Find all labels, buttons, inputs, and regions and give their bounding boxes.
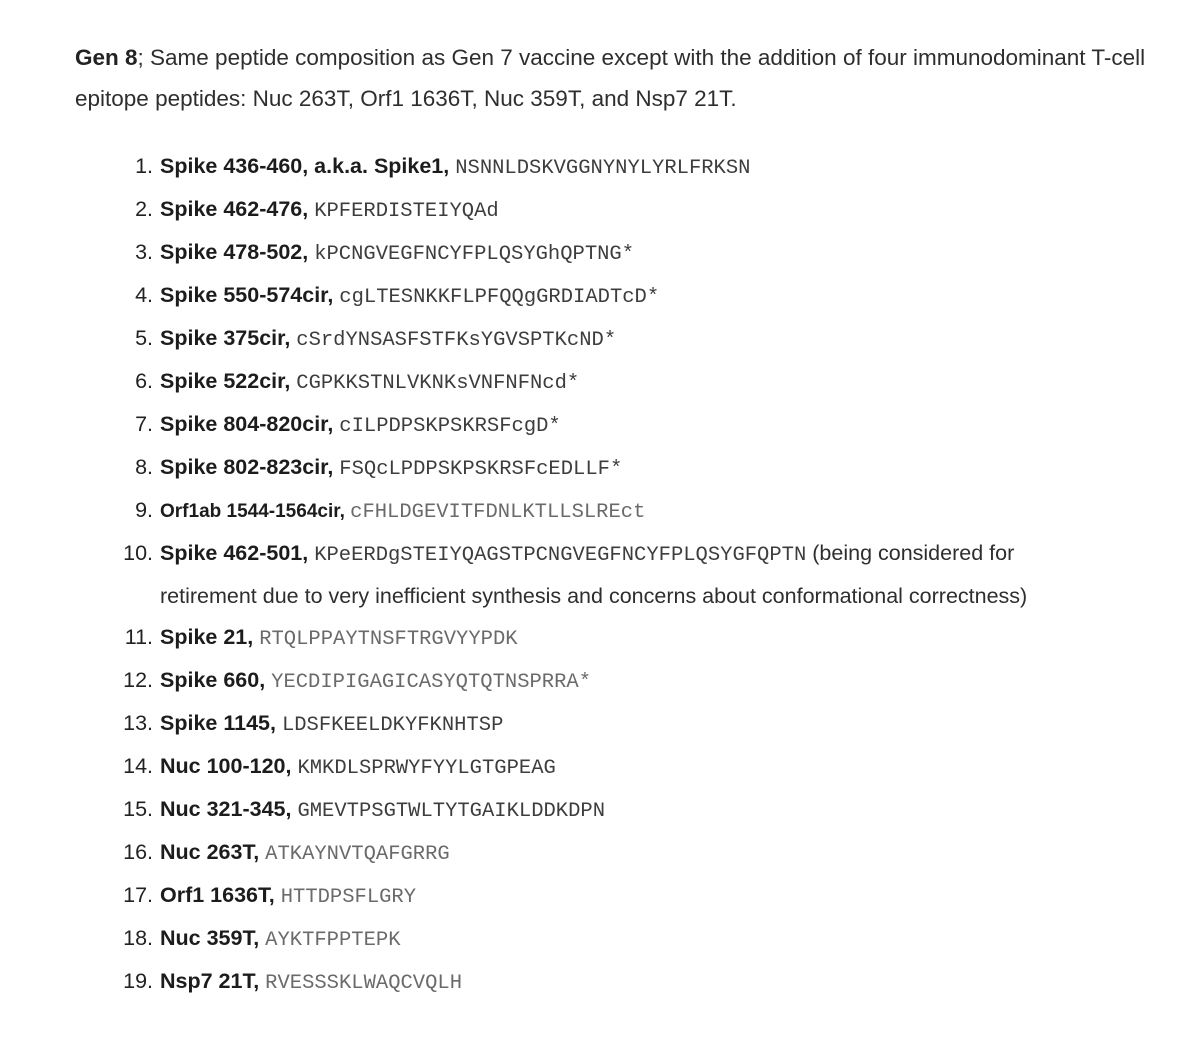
- peptide-sequence: cILPDPSKPSKRSFcgD*: [339, 415, 561, 438]
- peptide-name: Spike 462-501,: [160, 541, 315, 565]
- peptide-sequence: KPFERDISTEIYQAd: [314, 200, 499, 223]
- list-item: [0, 660, 1080, 703]
- item-number: 8.: [135, 455, 153, 479]
- list-item: [0, 617, 1080, 660]
- peptide-name: Spike 478-502,: [160, 240, 315, 264]
- peptide-sequence: LDSFKEELDKYFKNHTSP: [281, 714, 504, 737]
- peptide-name: Spike 660,: [160, 668, 272, 692]
- item-number: 15.: [123, 797, 153, 821]
- item-number: 12.: [123, 668, 153, 692]
- list-item: [0, 961, 1080, 1004]
- peptide-sequence: GMEVTPSGTWLTYTGAIKLDDKDPN: [297, 800, 606, 823]
- peptide-name: Orf1ab 1544-1564cir,: [160, 501, 351, 522]
- item-number: 18.: [123, 926, 153, 950]
- item-number: 10.: [123, 541, 153, 565]
- peptide-sequence: AYKTFPPTEPK: [265, 929, 401, 952]
- item-number: 9.: [135, 498, 153, 522]
- peptide-sequence: HTTDPSFLGRY: [280, 886, 417, 909]
- item-number: 13.: [123, 711, 153, 735]
- list-item: [0, 789, 1080, 832]
- peptide-sequence: cgLTESNKKFLPFQQgGRDIADTcD*: [339, 286, 660, 309]
- gen-label: Gen 8: [75, 45, 138, 70]
- peptide-note: (being considered for retirement due to very inefficient synthesis and concerns about conformational correctness): [160, 541, 1028, 608]
- intro-text: ; Same peptide composition as Gen 7 vaccine except with the addition of four immunodominant T-cell epitope peptides: Nuc 263T, Orf1 1636T, Nuc 359T, and Nsp7 21T.: [75, 45, 1146, 111]
- list-item: [0, 832, 1080, 875]
- list-item: [0, 361, 1080, 404]
- list-item: [0, 533, 1080, 617]
- peptide-sequence: ATKAYNVTQAFGRRG: [265, 843, 450, 866]
- list-item: [0, 189, 1080, 232]
- peptide-sequence: NSNNLDSKVGGNYNYLYRLFRKSN: [455, 157, 751, 180]
- peptide-sequence: CGPKKSTNLVKNKsVNFNFNcd*: [296, 372, 580, 395]
- peptide-name: Nuc 321-345,: [160, 797, 298, 821]
- peptide-name: Spike 804-820cir,: [160, 412, 340, 436]
- peptide-sequence: YECDIPIGAGICASYQTQTNSPRRA*: [271, 671, 592, 694]
- peptide-sequence: kPCNGVEGFNCYFPLQSYGhQPTNG*: [314, 243, 635, 266]
- peptide-sequence: RVESSSKLWAQCVQLH: [265, 972, 463, 995]
- item-number: 1.: [135, 154, 153, 178]
- peptide-name: Spike 522cir,: [160, 369, 297, 393]
- peptide-sequence: KMKDLSPRWYFYYLGTGPEAG: [297, 757, 556, 780]
- item-number: 2.: [135, 197, 153, 221]
- peptide-name: Orf1 1636T,: [160, 883, 281, 907]
- peptide-name: Nsp7 21T,: [160, 969, 266, 993]
- item-number: 16.: [123, 840, 153, 864]
- peptide-name: Spike 375cir,: [160, 326, 297, 350]
- item-number: 11.: [124, 625, 153, 649]
- peptide-name: Spike 802-823cir,: [160, 455, 340, 479]
- intro-paragraph: [75, 37, 1155, 119]
- list-item: [0, 232, 1080, 275]
- list-item: [0, 875, 1080, 918]
- item-number: 7.: [135, 412, 153, 436]
- peptide-sequence: KPeERDgSTEIYQAGSTPCNGVEGFNCYFPLQSYGFQPTN: [314, 544, 807, 567]
- peptide-name: Spike 436-460, a.k.a. Spike1,: [160, 154, 456, 178]
- item-number: 5.: [135, 326, 153, 350]
- peptide-name: Nuc 100-120,: [160, 754, 298, 778]
- peptide-sequence: cFHLDGEVITFDNLKTLLSLREct: [350, 501, 646, 524]
- list-item: [0, 918, 1080, 961]
- peptide-name: Spike 21,: [160, 625, 260, 649]
- peptide-list: [0, 146, 1200, 1004]
- list-item: [0, 490, 1080, 533]
- list-item: [0, 447, 1080, 490]
- peptide-sequence: cSrdYNSASFSTFKsYGVSPTKcND*: [296, 329, 617, 352]
- item-number: 6.: [135, 369, 153, 393]
- peptide-name: Spike 462-476,: [160, 197, 315, 221]
- peptide-name: Spike 1145,: [160, 711, 282, 735]
- item-number: 14.: [123, 754, 153, 778]
- peptide-name: Spike 550-574cir,: [160, 283, 340, 307]
- item-number: 3.: [135, 240, 153, 264]
- item-number: 17.: [123, 883, 153, 907]
- list-item: [0, 404, 1080, 447]
- list-item: [0, 275, 1080, 318]
- peptide-sequence: FSQcLPDPSKPSKRSFcEDLLF*: [339, 458, 623, 481]
- item-number: 4.: [135, 283, 153, 307]
- peptide-name: Nuc 263T,: [160, 840, 266, 864]
- list-item: [0, 703, 1080, 746]
- peptide-name: Nuc 359T,: [160, 926, 266, 950]
- peptide-sequence: RTQLPPAYTNSFTRGVYYPDK: [259, 628, 518, 651]
- item-number: 19.: [123, 969, 153, 993]
- list-item: [0, 746, 1080, 789]
- list-item: [0, 146, 1080, 189]
- list-item: [0, 318, 1080, 361]
